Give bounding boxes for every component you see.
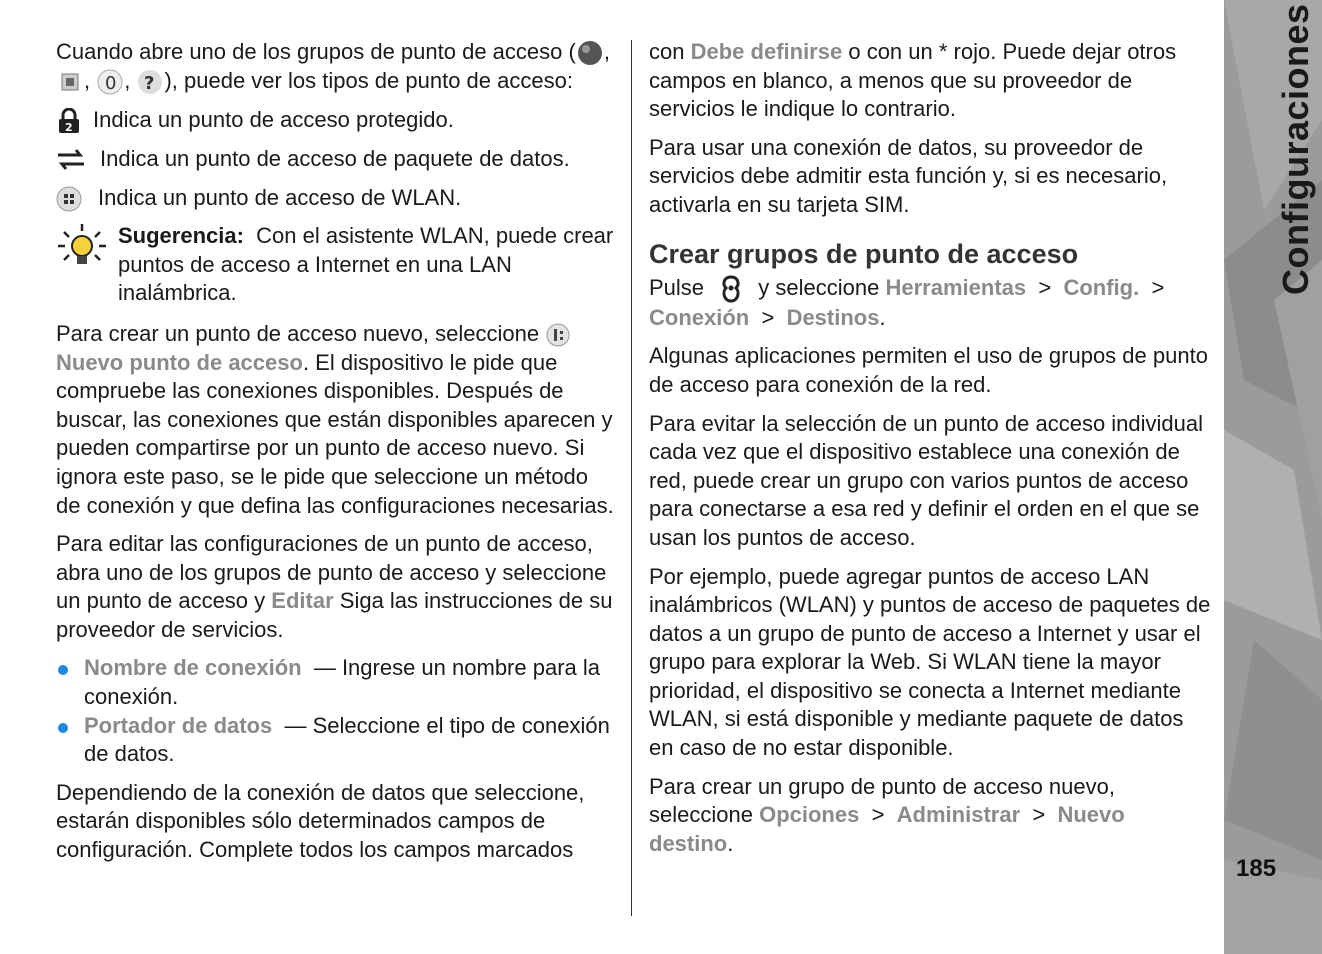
right-column — [649, 38, 1211, 868]
symbol-row-protected: 2 Indica un punto de acceso protegido. — [56, 106, 618, 135]
svg-text:0: 0 — [105, 73, 117, 95]
continued-paragraph: con Debe definirse o con un * rojo. Puede dejar otros campos en blanco, a menos que su proveedor de servicios le indique lo contrario. — [649, 39, 1177, 122]
symbol-row-packet: Indica un punto de acceso de paquete de datos. — [56, 145, 618, 174]
list-item: Nombre de conexión — Ingrese un nombre para la conexión. — [56, 654, 618, 711]
chapter-title: Configuraciones — [1275, 3, 1316, 295]
column-divider — [631, 40, 632, 916]
new-access-point-paragraph: Para crear un punto de acceso nuevo, seleccione Nuevo punto de acceso. El dispositivo le pide que compruebe las conexiones disponibles. Después de buscar, las conexiones que están disponibles aparecen y pueden compartirse por un punto de acceso nuevo. Si ignora este paso, se le pide que seleccione un método de conexión y que defina las configuraciones necesarias. — [56, 320, 614, 518]
svg-text:2: 2 — [65, 121, 73, 135]
field-list — [56, 654, 618, 768]
create-group-paragraph: Para crear un grupo de punto de acceso nuevo, seleccione Opciones > Administrar > Nuevo destino. — [649, 773, 1125, 856]
lock-icon — [56, 108, 82, 134]
example-paragraph: Por ejemplo, puede agregar puntos de acceso LAN inalámbricos (WLAN) y puntos de acceso de paquetes de datos a un grupo de punto de acceso a Internet y usar el grupo para explorar la Web. Si WLAN tiene la mayor prioridad, el dispositivo se conecta a Internet mediante WLAN, si está disponible y mediante paquete de datos en caso de no estar disponible. — [649, 563, 1211, 761]
left-column — [56, 38, 618, 875]
tip-box — [56, 222, 618, 308]
intro-paragraph: Cuando abre uno de los grupos de punto de acceso ( , , 0 , ? ), puede ver los tipos de punto de acceso: — [56, 39, 610, 95]
apps-paragraph: Algunas aplicaciones permiten el uso de grupos de punto de acceso para conexión de la red. — [649, 343, 1208, 397]
page-number: 185 — [1236, 855, 1277, 882]
symbol-row-wlan: Indica un punto de acceso de WLAN. — [56, 184, 618, 213]
avoid-paragraph: Para evitar la selección de un punto de acceso individual cada vez que el dispositivo establece una conexión de red, puede crear un grupo con varios puntos de acceso para conectarse a esa red y definir el orden en el que se usan los puntos de acceso. — [649, 410, 1204, 550]
chapter-title-vertical — [1224, 0, 1322, 420]
unknown-icon — [136, 68, 164, 96]
globe-icon — [576, 39, 604, 67]
data-connection-paragraph: Para usar una conexión de datos, su proveedor de servicios debe admitir esta función y, si es necesario, activarla en su tarjeta SIM. — [649, 134, 1168, 217]
list-item: Portador de datos — Seleccione el tipo de conexión de datos. — [56, 712, 618, 769]
menu-key-icon — [716, 274, 746, 304]
navigation-paragraph: Pulse y seleccione Herramientas > Config. > Conexión > Destinos. — [649, 274, 1165, 330]
lightbulb-icon — [56, 222, 108, 274]
options-menu-icon — [545, 322, 573, 348]
depend-paragraph: Dependiendo de la conexión de datos que seleccione, estarán disponibles sólo determinados campos de configuración. Complete todos los campos marcados — [56, 779, 585, 863]
edit-paragraph: Para editar las configuraciones de un punto de acceso, abra uno de los grupos de punto de acceso y seleccione un punto de acceso y Editar Siga las instrucciones de su proveedor de servicios. — [56, 531, 613, 642]
tip-text: Sugerencia: Con el asistente WLAN, puede crear puntos de acceso a Internet en una LAN inalámbrica. — [118, 223, 614, 306]
zero-icon — [96, 68, 124, 96]
svg-text:?: ? — [144, 73, 155, 95]
packet-data-icon — [56, 147, 86, 173]
section-heading: Crear grupos de punto de acceso — [649, 238, 1079, 269]
wlan-icon — [56, 186, 82, 212]
app-grid-icon — [56, 68, 84, 96]
